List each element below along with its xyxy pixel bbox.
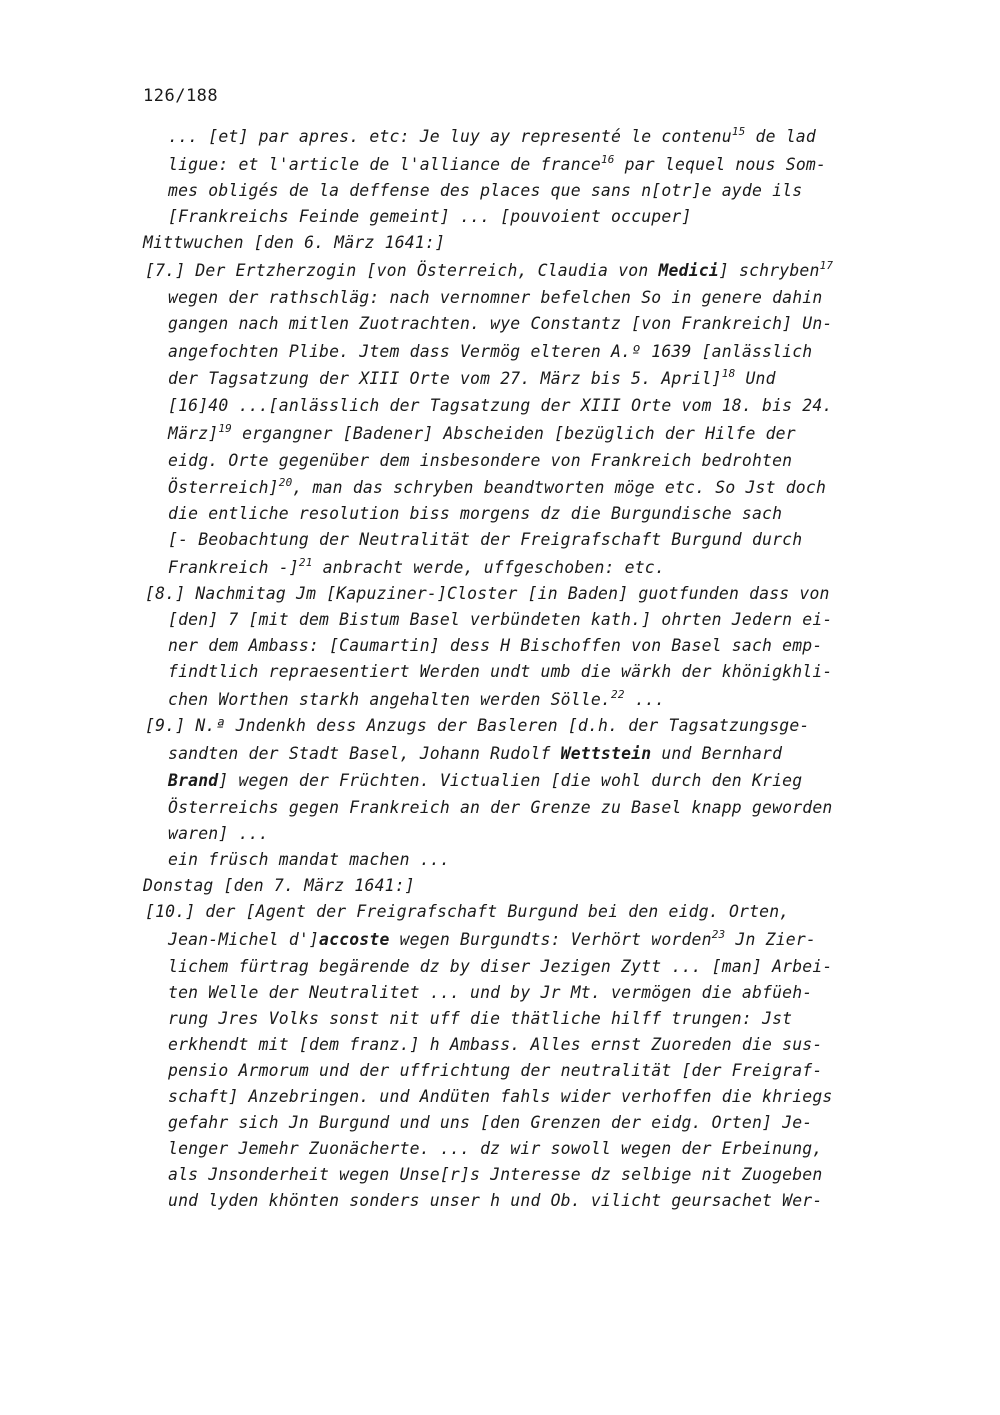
text-line <box>168 1009 792 1029</box>
text-span: [7.] Der Ertzherzogin [von Österreich, Claudia von <box>145 261 659 280</box>
text-line <box>168 1113 812 1133</box>
text-line <box>168 288 822 308</box>
text-span: wegen Burgundts: Verhört worden <box>389 930 712 949</box>
text-line <box>168 396 833 416</box>
text-span: und lyden khönten sonders unser h und Ob. vilicht geursachet Wer- <box>168 1191 823 1210</box>
text-line <box>168 850 450 870</box>
text-span: [10.] der [Agent der Freigrafschaft Burgund bei den eidg. Orten, <box>145 902 790 921</box>
text-span: lenger Jemehr Zuonächerte. ... dz wir sowoll wegen der Erbeinung, <box>168 1139 823 1158</box>
bold-name: accoste <box>319 930 390 949</box>
text-line <box>168 930 816 950</box>
text-line <box>168 1061 822 1081</box>
text-line <box>143 233 445 253</box>
text-span: [9.] N.ª Jndenkh dess Anzugs der Basleren [d.h. der Tagsatzungsge- <box>145 716 810 735</box>
text-line <box>168 1035 822 1055</box>
text-line <box>168 824 269 844</box>
footnote-ref: 18 <box>721 367 736 380</box>
text-line <box>168 478 826 498</box>
footnote-ref: 22 <box>611 688 625 701</box>
text-line <box>168 558 665 578</box>
text-span: [16]40 ...[anlässlich der Tagsatzung der XIII Orte vom 18. bis 24. <box>168 396 833 415</box>
text-line <box>145 261 833 281</box>
footnote-ref: 21 <box>298 556 313 569</box>
text-span: Österreich] <box>168 478 279 497</box>
text-span: rung Jres Volks sonst nit uff die thätliche hilff trungen: Jst <box>168 1009 793 1028</box>
text-line <box>168 1139 822 1159</box>
text-line <box>168 662 833 682</box>
text-line <box>168 342 812 362</box>
text-line <box>168 636 822 656</box>
text-span: die entliche resolution biss morgens dz die Burgundische sach <box>168 504 783 523</box>
text-span: angefochten Plibe. Jtem dass Vermög elteren A.º 1639 [anlässlich <box>168 342 813 361</box>
text-line <box>168 369 776 389</box>
text-span: anbracht werde, uffgeschoben: etc. <box>312 558 665 577</box>
text-span: erkhendt mit [dem franz.] h Ambass. Alles ernst Zuoreden die sus- <box>168 1035 823 1054</box>
text-span: gangen nach mitlen Zuotrachten. wye Constantz [von Frankreich] Un- <box>168 314 833 333</box>
text-line <box>168 957 833 977</box>
text-line <box>168 155 826 175</box>
text-span: [Frankreichs Feinde gemeint] ... [pouvoient occuper] <box>168 207 692 226</box>
text-line <box>168 690 665 710</box>
bold-name: Medici <box>658 261 719 280</box>
text-span: [8.] Nachmitag Jm [Kapuziner-]Closter [in Baden] guotfunden dass von <box>145 584 830 603</box>
text-line <box>168 1087 833 1107</box>
text-span: mes obligés de la deffense des places que sans n[otr]e ayde ils <box>168 181 803 200</box>
text-line <box>168 127 816 147</box>
text-line <box>168 530 802 550</box>
text-span: ... <box>624 690 665 709</box>
text-span: Und <box>735 369 776 388</box>
text-span: Frankreich -] <box>168 558 299 577</box>
text-span: ] wegen der Früchten. Victualien [die wohl durch den Krieg <box>218 771 803 790</box>
text-span: [- Beobachtung der Neutralität der Freigrafschaft Burgund durch <box>168 530 803 549</box>
text-span: wegen der rathschläg: nach vernomner befelchen So in genere dahin <box>168 288 823 307</box>
text-line <box>145 716 810 736</box>
text-span: ergangner [Badener] Abscheiden [bezüglich der Hilfe der <box>232 424 796 443</box>
text-line <box>145 584 830 604</box>
text-line <box>168 314 833 334</box>
text-line <box>168 744 782 764</box>
text-line <box>168 610 833 630</box>
footnote-ref: 15 <box>731 125 746 138</box>
text-line <box>168 451 792 471</box>
bold-name: Brand <box>168 771 219 790</box>
footnote-ref: 20 <box>278 476 293 489</box>
text-span: ] schryben <box>718 261 820 280</box>
text-span: lichem fürtrag begärende dz by diser Jezigen Zytt ... [man] Arbei- <box>168 957 833 976</box>
bold-name: Wettstein <box>560 744 652 763</box>
text-span: waren] ... <box>168 824 269 843</box>
text-span: , man das schryben beandtworten möge etc. So Jst doch <box>292 478 827 497</box>
text-line <box>168 1165 822 1185</box>
text-span: Mittwuchen [den 6. März 1641:] <box>143 233 446 252</box>
footnote-ref: 19 <box>218 422 232 435</box>
text-line <box>168 1191 822 1211</box>
text-line <box>168 771 802 791</box>
text-span: Jn Zier- <box>725 930 816 949</box>
text-span: schaft] Anzebringen. und Andüten fahls wider verhoffen die khriegs <box>168 1087 833 1106</box>
text-line <box>143 876 415 896</box>
text-line <box>145 902 789 922</box>
text-span: chen Worthen starkh angehalten werden Sölle. <box>168 690 611 709</box>
text-span: par lequel nous Som- <box>614 155 827 174</box>
text-span: pensio Armorum und der uffrichtung der neutralität [der Freigraf- <box>168 1061 823 1080</box>
text-span: März] <box>168 424 219 443</box>
page-number: 126/188 <box>143 86 219 106</box>
text-span: ein früsch mandat machen ... <box>168 850 450 869</box>
text-span: Österreichs gegen Frankreich an der Grenze zu Basel knapp geworden <box>168 798 833 817</box>
text-span: findtlich repraesentiert Werden undt umb die wärkh der khönigkhli- <box>168 662 833 681</box>
text-line <box>168 983 812 1003</box>
text-line <box>168 181 802 201</box>
text-span: ner dem Ambass: [Caumartin] dess H Bischoffen von Basel sach emp- <box>168 636 823 655</box>
text-span: ligue: et l'article de l'alliance de france <box>168 155 601 174</box>
text-span: Jean-Michel d'] <box>168 930 320 949</box>
footnote-ref: 16 <box>600 153 615 166</box>
text-span: und Bernhard <box>651 744 783 763</box>
text-line <box>168 504 782 524</box>
text-span: als Jnsonderheit wegen Unse[r]s Jnteresse dz selbige nit Zuogeben <box>168 1165 823 1184</box>
text-span: sandten der Stadt Basel, Johann Rudolf <box>168 744 561 763</box>
text-span: ten Welle der Neutralitet ... und by Jr Mt. vermögen die abfüeh- <box>168 983 813 1002</box>
text-line <box>168 798 833 818</box>
text-span: der Tagsatzung der XIII Orte vom 27. März bis 5. April] <box>168 369 722 388</box>
text-span: [den] 7 [mit dem Bistum Basel verbündeten kath.] ohrten Jedern ei- <box>168 610 833 629</box>
text-line <box>168 207 692 227</box>
text-span: Donstag [den 7. März 1641:] <box>143 876 415 895</box>
text-line <box>168 424 796 444</box>
text-span: eidg. Orte gegenüber dem insbesondere von Frankreich bedrohten <box>168 451 793 470</box>
footnote-ref: 23 <box>711 928 726 941</box>
footnote-ref: 17 <box>819 259 834 272</box>
text-span: gefahr sich Jn Burgund und uns [den Grenzen der eidg. Orten] Je- <box>168 1113 813 1132</box>
text-span: de lad <box>745 127 816 146</box>
text-span: ... [et] par apres. etc: Je luy ay representé le contenu <box>168 127 732 146</box>
